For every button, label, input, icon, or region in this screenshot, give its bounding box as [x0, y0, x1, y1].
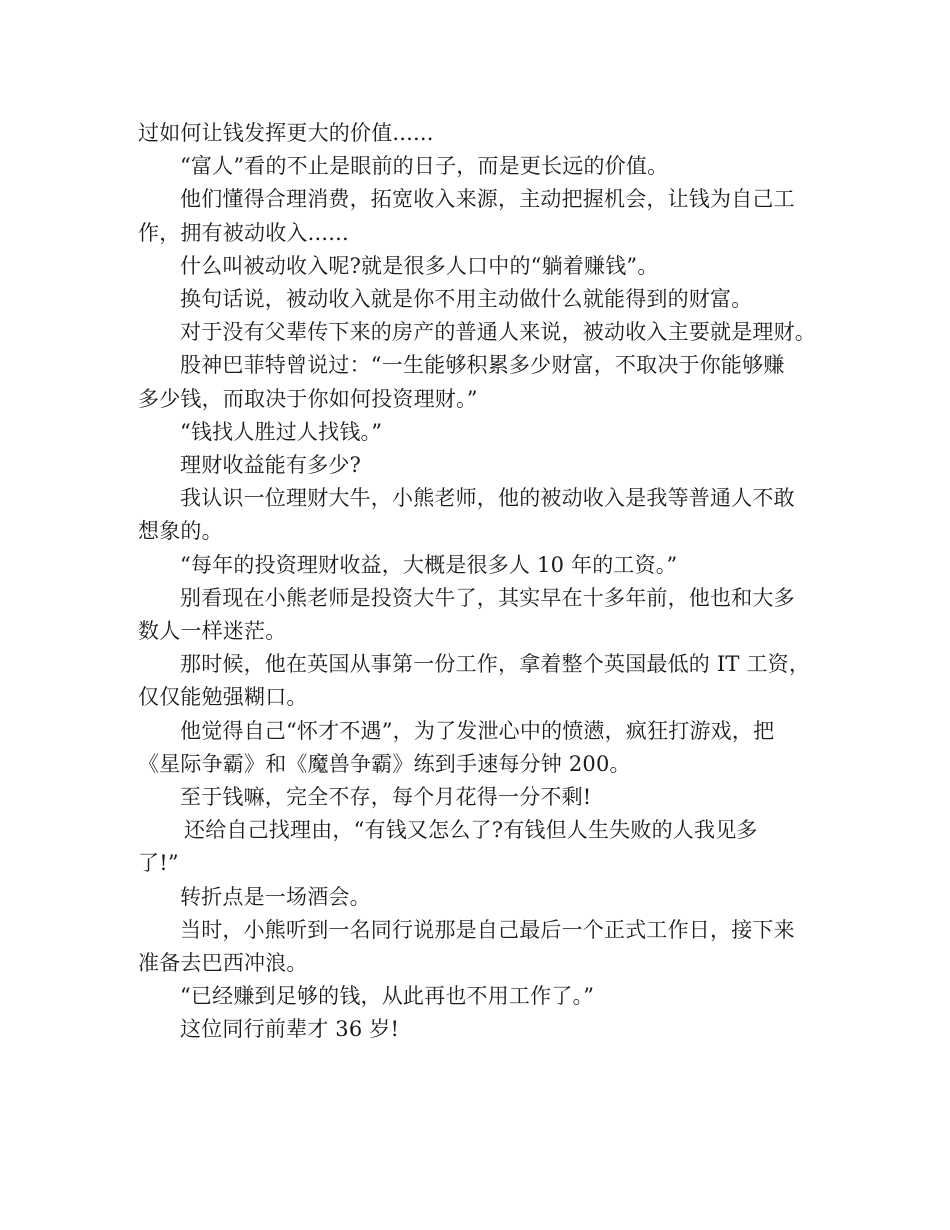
- text-line: 过如何让钱发挥更大的价值......: [138, 121, 434, 145]
- text-line: 那时候，他在英国从事第一份工作，拿着整个英国最低的 IT 工资，: [180, 652, 811, 677]
- paragraph: [138, 914, 828, 980]
- text-line: 仅仅能勉强糊口。: [138, 685, 308, 710]
- text-line: 股神巴菲特曾说过：“一生能够积累多少财富，不取决于你能够赚: [180, 353, 785, 378]
- text-line: “钱找人胜过人找钱。”: [180, 419, 383, 444]
- text-line: 他们懂得合理消费，拓宽收入来源，主动把握机会，让钱为自己工: [180, 187, 795, 212]
- paragraph: [138, 283, 828, 316]
- text-line: “已经赚到足够的钱，从此再也不用工作了。”: [180, 984, 595, 1009]
- paragraph: [138, 549, 828, 582]
- text-line: 《星际争霸》和《魔兽争霸》练到手速每分钟 200。: [138, 751, 631, 776]
- paragraph: [138, 781, 828, 814]
- text-line: 还给自己找理由，“有钱又怎么了?有钱但人生失败的人我见多: [184, 818, 758, 843]
- paragraph: [138, 183, 828, 249]
- paragraph: [138, 648, 828, 714]
- paragraph: [138, 715, 828, 781]
- paragraph: [138, 1013, 828, 1046]
- text-line: 多少钱，而取决于你如何投资理财。”: [138, 386, 478, 411]
- paragraph: [138, 482, 828, 548]
- text-line: “富人”看的不止是眼前的日子，而是更长远的价值。: [180, 154, 669, 179]
- text-line: 他觉得自己“怀才不遇”，为了发泄心中的愤懑，疯狂打游戏，把: [180, 718, 775, 743]
- text-line: 我认识一位理财大牛，小熊老师，他的被动收入是我等普通人不敢: [180, 486, 795, 511]
- text-line: 换句话说，被动收入就是你不用主动做什么就能得到的财富。: [180, 287, 753, 312]
- text-line: 准备去巴西冲浪。: [138, 951, 308, 976]
- paragraph: [138, 349, 828, 415]
- paragraph: [138, 117, 828, 150]
- text-line: 了!”: [138, 851, 179, 876]
- paragraph: [138, 449, 828, 482]
- text-line: 别看现在小熊老师是投资大牛了，其实早在十多年前，他也和大多: [180, 585, 795, 610]
- paragraph: [138, 150, 828, 183]
- text-line: 作，拥有被动收入......: [138, 220, 349, 245]
- paragraph: [138, 250, 828, 283]
- text-line: 转折点是一场酒会。: [180, 884, 371, 909]
- text-line: 至于钱嘛，完全不存，每个月花得一分不剩!: [180, 785, 592, 810]
- text-line: 理财收益能有多少?: [180, 453, 362, 478]
- text-line: 想象的。: [138, 519, 223, 544]
- text-line: 什么叫被动收入呢?就是很多人口中的“躺着赚钱”。: [180, 253, 659, 278]
- text-line: 当时，小熊听到一名同行说那是自己最后一个正式工作日，接下来: [180, 917, 795, 942]
- paragraph: [138, 980, 828, 1013]
- text-line: 对于没有父辈传下来的房产的普通人来说，被动收入主要就是理财。: [180, 320, 816, 345]
- paragraph: [138, 316, 828, 349]
- document-body: [138, 117, 828, 1047]
- paragraph: [138, 416, 828, 449]
- text-line: “每年的投资理财收益，大概是很多人 10 年的工资。”: [180, 552, 678, 577]
- text-line: 数人一样迷茫。: [138, 619, 287, 644]
- paragraph: [138, 814, 828, 880]
- text-line: 这位同行前辈才 36 岁!: [180, 1017, 400, 1042]
- paragraph: [138, 881, 828, 914]
- paragraph: [138, 582, 828, 648]
